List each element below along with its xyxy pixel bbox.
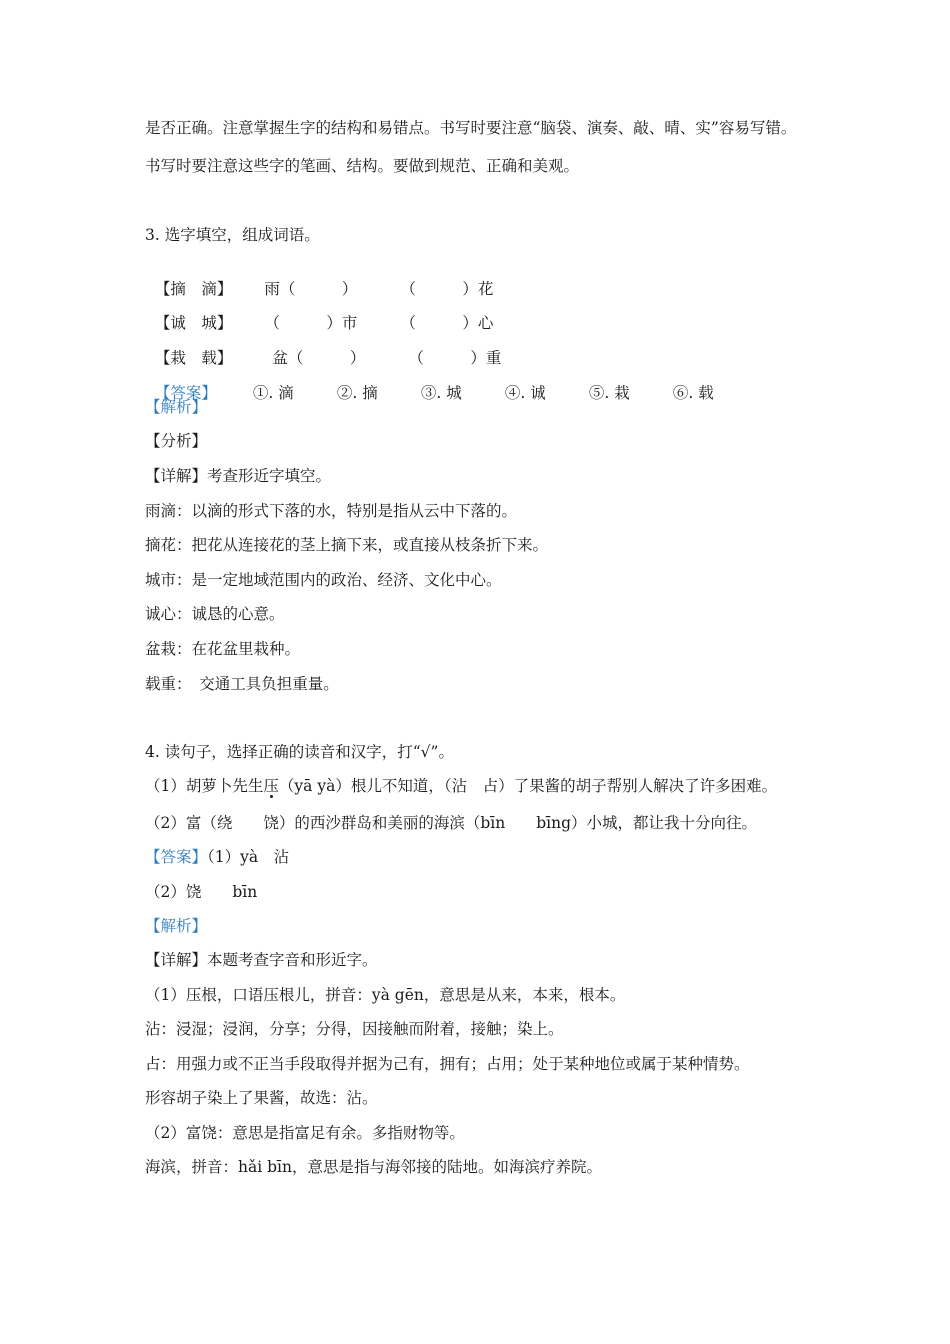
q3-row	[145, 293, 493, 333]
analysis-tag: 【解析】	[145, 917, 208, 935]
q3-blank-a: 雨（ ）	[264, 280, 358, 298]
intro-line-2: 书写时要注意这些字的笔画、结构。要做到规范、正确和美观。	[145, 157, 580, 175]
q3-blank-b: （ ）花	[400, 280, 494, 298]
q4-title: 4. 读句子，选择正确的读音和汉字，打“√”。	[145, 743, 454, 761]
detail-tag: 【详解】	[145, 467, 208, 485]
q4-detail	[145, 950, 378, 970]
q3-blank-a: （ ）市	[264, 314, 358, 332]
q4-answer-line-2: （2）饶 bīn	[145, 883, 258, 901]
q3-explanation: 雨滴：以滴的形式下落的水，特别是指从云中下落的。	[145, 502, 518, 520]
q3-group-label: 【栽 载】	[154, 349, 233, 367]
answer-item: ⑤. 栽	[588, 384, 630, 402]
analysis-tag: 【解析】	[145, 398, 208, 416]
q3-row	[145, 328, 501, 368]
q3-explanation: 盆栽：在花盆里栽种。	[145, 640, 301, 658]
q4-sentence-1	[145, 776, 777, 796]
q3-title: 3. 选字填空，组成词语。	[145, 226, 320, 244]
q4-explanation: （2）富饶：意思是指富足有余。多指财物等。	[145, 1124, 465, 1142]
answer-item: ②. 摘	[336, 384, 378, 402]
q4-explanation: 形容胡子染上了果酱，故选：沾。	[145, 1089, 378, 1107]
q4-explanation: 海滨，拼音：hǎi bīn，意思是指与海邻接的陆地。如海滨疗养院。	[145, 1158, 602, 1176]
dotted-char: 压	[263, 777, 279, 795]
detail-text: 本题考查字音和形近字。	[207, 951, 378, 969]
answer-item: ④. 诚	[504, 384, 546, 402]
q3-group-label: 【诚 城】	[154, 314, 233, 332]
q4-explanation: 沾：浸湿；浸润，分享；分得，因接触而附着，接触；染上。	[145, 1020, 564, 1038]
q3-explanation: 诚心：诚恳的心意。	[145, 605, 285, 623]
q3-blank-a: 盆（ ）	[272, 349, 366, 367]
q4-sentence-2: （2）富（绕 饶）的西沙群岛和美丽的海滨（bīn bīng）小城，都让我十分向往。	[145, 814, 758, 832]
q4-explanation: （1）压根，口语压根儿，拼音：yà gēn，意思是从来，本来，根本。	[145, 986, 626, 1004]
q3-blank-b: （ ）重	[408, 349, 502, 367]
q3-detail	[145, 466, 331, 486]
detail-text: 考查形近字填空。	[207, 467, 332, 485]
answer-item: ①. 滴	[252, 384, 294, 402]
answer-text: （1）yà 沾	[207, 848, 290, 866]
q3-group-label: 【摘 滴】	[154, 280, 233, 298]
answer-item: ⑥. 载	[672, 384, 714, 402]
answer-tag: 【答案】	[154, 384, 217, 402]
fenxi-label: 【分析】	[145, 432, 208, 450]
sentence-part: （1）胡萝卜先生	[145, 777, 264, 795]
q3-explanation: 摘花：把花从连接花的茎上摘下来，或直接从枝条折下来。	[145, 536, 549, 554]
answer-item: ③. 城	[420, 384, 462, 402]
intro-line-1: 是否正确。注意掌握生字的结构和易错点。书写时要注意“脑袋、演奏、敲、晴、实”容易写错。	[145, 119, 797, 137]
q4-answer-line	[145, 847, 289, 867]
sentence-part: （yā yà）根儿不知道，（沾 占）了果酱的胡子帮别人解决了许多困难。	[278, 777, 778, 795]
q3-answer-line	[145, 363, 714, 403]
q3-blank-b: （ ）心	[400, 314, 494, 332]
q4-explanation: 占：用强力或不正当手段取得并据为己有，拥有；占用；处于某种地位或属于某种情势。	[145, 1055, 750, 1073]
q3-explanation: 城市：是一定地域范围内的政治、经济、文化中心。	[145, 571, 502, 589]
detail-tag: 【详解】	[145, 951, 208, 969]
answer-tag: 【答案】	[145, 848, 208, 866]
q3-explanation: 载重： 交通工具负担重量。	[145, 675, 339, 693]
